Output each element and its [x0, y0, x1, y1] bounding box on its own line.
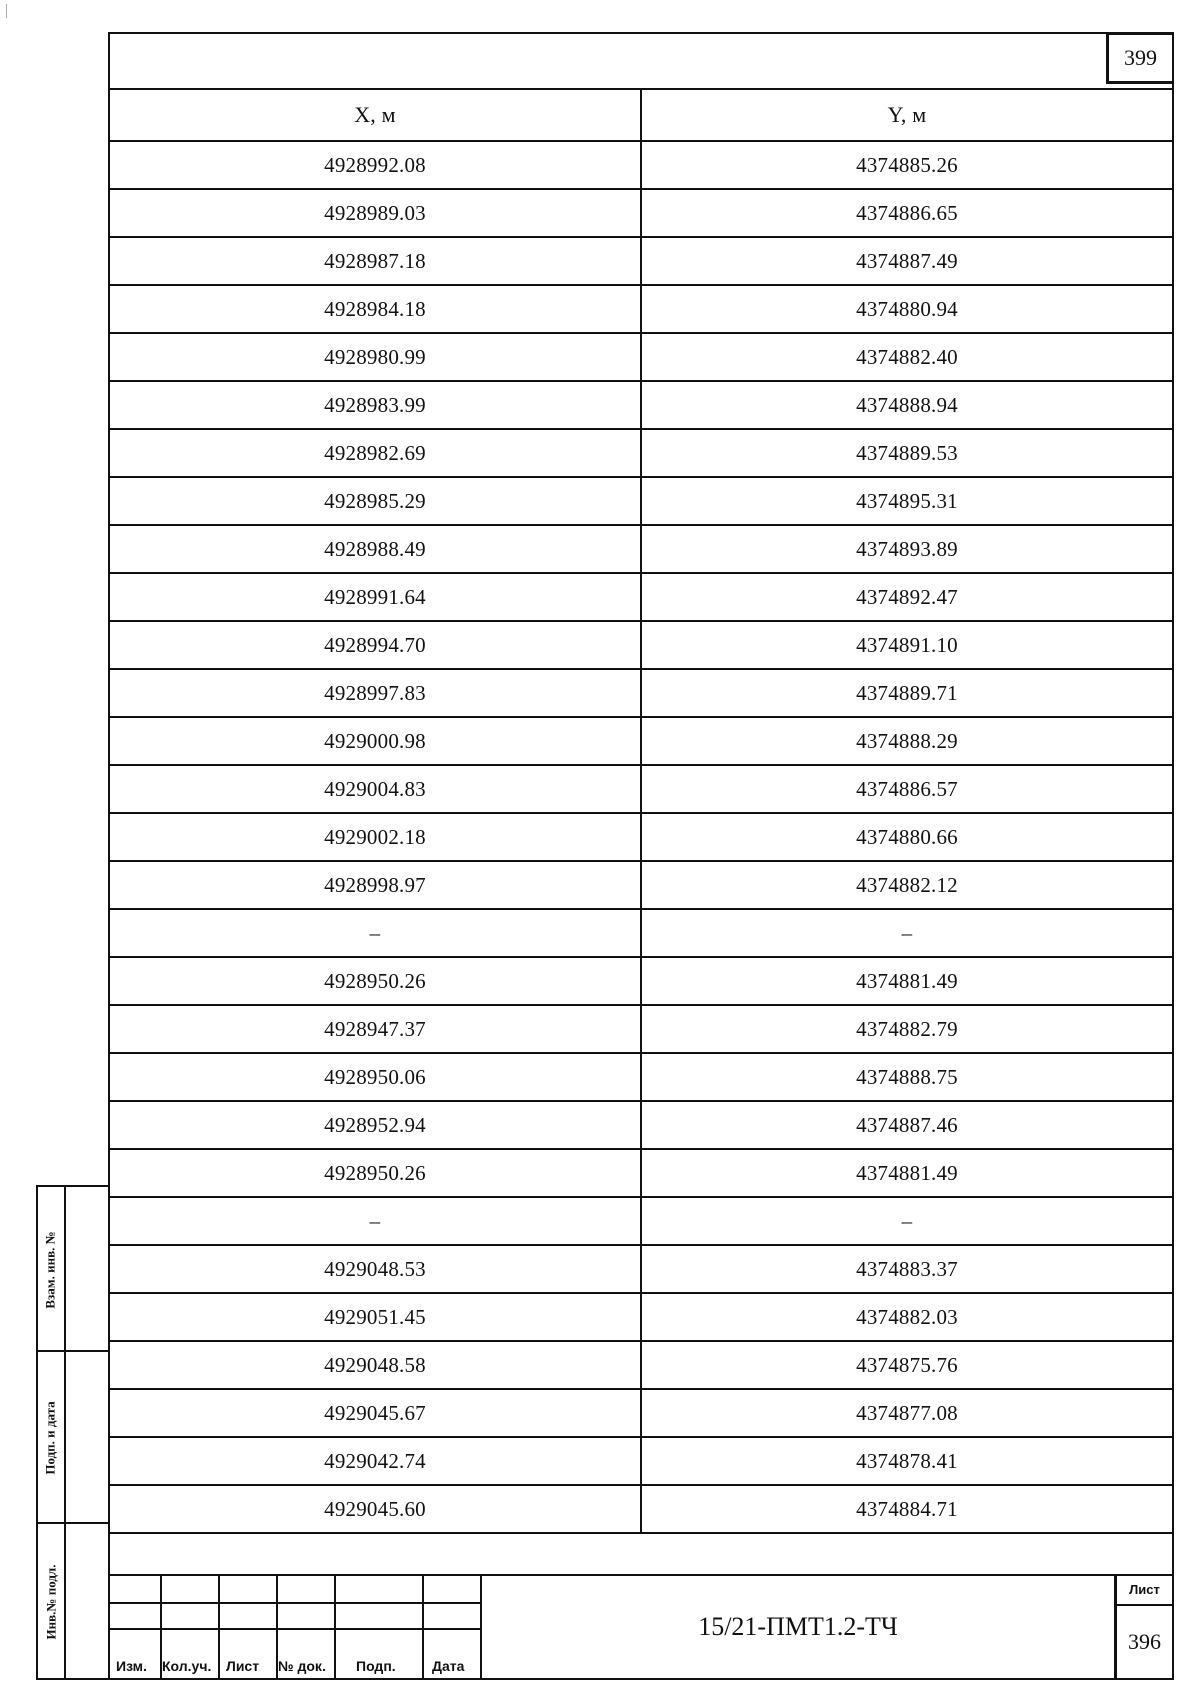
cell-x: 4928984.18: [110, 285, 641, 333]
table-row: [110, 1245, 1172, 1293]
cell-x: 4928982.69: [110, 429, 641, 477]
table-row: [110, 525, 1172, 573]
sheet-number: 396: [1128, 1629, 1161, 1654]
cell-y: –: [641, 909, 1172, 957]
stamp-header-list: Лист: [226, 1658, 260, 1674]
table-row: [110, 141, 1172, 189]
cell-y: –: [641, 1197, 1172, 1245]
cell-x: 4928980.99: [110, 333, 641, 381]
cell-y: 4374882.03: [641, 1293, 1172, 1341]
table-row: [110, 957, 1172, 1005]
table-row: [110, 189, 1172, 237]
document-code: 15/21-ПМТ1.2-ТЧ: [698, 1612, 898, 1641]
cell-y: 4374889.53: [641, 429, 1172, 477]
page-frame: [108, 32, 1174, 1680]
cell-y: 4374882.40: [641, 333, 1172, 381]
header-x: X, м: [110, 89, 641, 141]
cell-y: 4374885.26: [641, 141, 1172, 189]
cell-x: 4928991.64: [110, 573, 641, 621]
cell-x: 4929048.53: [110, 1245, 641, 1293]
cell-x: 4928987.18: [110, 237, 641, 285]
side-label-inv-original: Инв.№ подл.: [43, 1564, 59, 1640]
stamp-header-sign: Подп.: [356, 1658, 396, 1674]
cell-x: 4928947.37: [110, 1005, 641, 1053]
cell-y: 4374884.71: [641, 1485, 1172, 1533]
cell-x: 4929042.74: [110, 1437, 641, 1485]
table-row: [110, 477, 1172, 525]
table-row: [110, 1389, 1172, 1437]
cell-x: 4928950.26: [110, 957, 641, 1005]
table-row: [110, 1437, 1172, 1485]
sheet-box: [1114, 1576, 1172, 1678]
cell-x: –: [110, 1197, 641, 1245]
table-row: [110, 285, 1172, 333]
stamp-header-izm: Изм.: [116, 1658, 147, 1674]
cell-y: 4374886.57: [641, 765, 1172, 813]
stamp-header-kol-uch: Кол.уч.: [162, 1658, 212, 1674]
cell-x: 4929004.83: [110, 765, 641, 813]
table-row: [110, 573, 1172, 621]
cell-x: 4928997.83: [110, 669, 641, 717]
cell-y: 4374881.49: [641, 1149, 1172, 1197]
side-label-sign-date: Подп. и дата: [43, 1401, 59, 1475]
table-body: [110, 141, 1172, 1533]
side-stamp: [36, 1185, 108, 1680]
cell-y: 4374893.89: [641, 525, 1172, 573]
cell-y: 4374883.37: [641, 1245, 1172, 1293]
cell-x: –: [110, 909, 641, 957]
table-row: [110, 1053, 1172, 1101]
cell-x: 4928994.70: [110, 621, 641, 669]
table-row: [110, 333, 1172, 381]
cell-x: 4929048.58: [110, 1341, 641, 1389]
table-row: [110, 429, 1172, 477]
cell-y: 4374887.46: [641, 1101, 1172, 1149]
title-block: [110, 1574, 1172, 1678]
stamp-header-doc-no: № док.: [278, 1658, 326, 1674]
cell-y: 4374880.94: [641, 285, 1172, 333]
table-row: [110, 861, 1172, 909]
side-cell-sign-date: [38, 1352, 108, 1524]
cell-y: 4374891.10: [641, 621, 1172, 669]
side-cell-inv-original: [38, 1524, 108, 1680]
cell-y: 4374878.41: [641, 1437, 1172, 1485]
table-row: [110, 1101, 1172, 1149]
cell-x: 4928950.06: [110, 1053, 641, 1101]
table-row: [110, 621, 1172, 669]
cell-x: 4928952.94: [110, 1101, 641, 1149]
cell-y: 4374888.29: [641, 717, 1172, 765]
cell-x: 4928989.03: [110, 189, 641, 237]
table-row: [110, 909, 1172, 957]
cell-y: 4374892.47: [641, 573, 1172, 621]
cell-y: 4374895.31: [641, 477, 1172, 525]
table-row: [110, 813, 1172, 861]
sheet-label: Лист: [1117, 1576, 1172, 1606]
cell-y: 4374881.49: [641, 957, 1172, 1005]
cell-x: 4928950.26: [110, 1149, 641, 1197]
cell-x: 4929045.60: [110, 1485, 641, 1533]
cell-x: 4928998.97: [110, 861, 641, 909]
stamp-header-date: Дата: [432, 1658, 465, 1674]
table-row: [110, 237, 1172, 285]
scan-mark: [6, 4, 7, 18]
cell-y: 4374880.66: [641, 813, 1172, 861]
page-number: 399: [1106, 32, 1174, 84]
cell-y: 4374886.65: [641, 189, 1172, 237]
table-row: [110, 1005, 1172, 1053]
cell-y: 4374882.12: [641, 861, 1172, 909]
cell-x: 4929000.98: [110, 717, 641, 765]
table-row: [110, 1149, 1172, 1197]
table-row: [110, 1293, 1172, 1341]
table-row: [110, 1197, 1172, 1245]
cell-y: 4374889.71: [641, 669, 1172, 717]
side-label-inv-exchange: Взам. инв. №: [43, 1230, 59, 1309]
cell-x: 4928983.99: [110, 381, 641, 429]
cell-y: 4374888.75: [641, 1053, 1172, 1101]
revision-grid: [110, 1576, 482, 1678]
table-row: [110, 765, 1172, 813]
table-header-row: [110, 89, 1172, 141]
table-row: [110, 1485, 1172, 1533]
table-row: [110, 717, 1172, 765]
cell-y: 4374875.76: [641, 1341, 1172, 1389]
cell-x: 4928985.29: [110, 477, 641, 525]
cell-x: 4929045.67: [110, 1389, 641, 1437]
cell-y: 4374877.08: [641, 1389, 1172, 1437]
cell-y: 4374882.79: [641, 1005, 1172, 1053]
cell-x: 4929051.45: [110, 1293, 641, 1341]
coordinates-table: [110, 88, 1172, 1534]
side-cell-inv-exchange: [38, 1187, 108, 1352]
cell-x: 4928988.49: [110, 525, 641, 573]
cell-y: 4374888.94: [641, 381, 1172, 429]
cell-x: 4928992.08: [110, 141, 641, 189]
cell-x: 4929002.18: [110, 813, 641, 861]
table-row: [110, 669, 1172, 717]
cell-y: 4374887.49: [641, 237, 1172, 285]
table-row: [110, 381, 1172, 429]
header-y: Y, м: [641, 89, 1172, 141]
table-row: [110, 1341, 1172, 1389]
